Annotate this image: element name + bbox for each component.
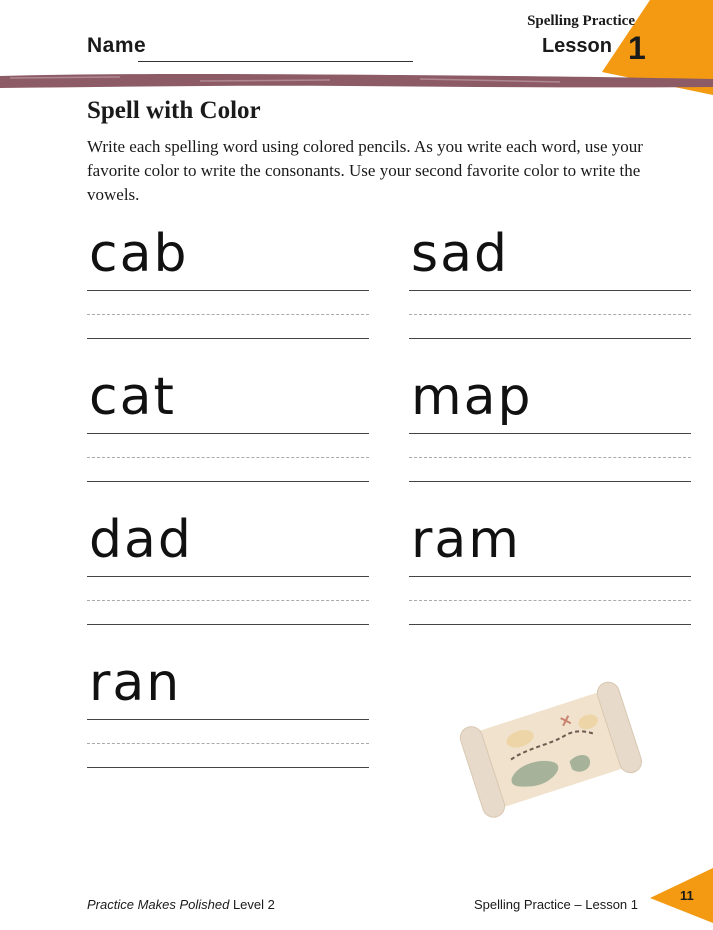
writing-line-top[interactable] (409, 433, 691, 434)
writing-line-base[interactable] (87, 767, 369, 768)
writing-line-midline (87, 314, 369, 315)
footer-book-title (87, 897, 275, 912)
writing-line-top[interactable] (409, 576, 691, 577)
writing-line-top[interactable] (87, 719, 369, 720)
treasure-map-icon (450, 675, 650, 825)
writing-line-midline (409, 457, 691, 458)
name-label: Name (87, 34, 147, 57)
spelling-word: ran (89, 653, 182, 713)
writing-line-base[interactable] (87, 338, 369, 339)
word-practice-block (409, 223, 691, 353)
word-practice-block (87, 223, 369, 353)
header-kicker: Spelling Practice (527, 13, 635, 29)
footer-lesson-label: Spelling Practice – Lesson 1 (473, 897, 638, 912)
spelling-word: cat (89, 367, 176, 427)
writing-line-top[interactable] (409, 290, 691, 291)
brush-stroke-divider (0, 70, 713, 92)
header-lesson-label: Lesson (541, 35, 612, 57)
writing-line-top[interactable] (87, 576, 369, 577)
instructions-text: Write each spelling word using colored pencils. As you write each word, use your favorite color to write the consonants. Use your second favorite color to write the vowels. (87, 137, 643, 204)
writing-line-base[interactable] (87, 481, 369, 482)
writing-line-midline (409, 314, 691, 315)
name-write-line[interactable] (138, 61, 413, 62)
writing-line-base[interactable] (87, 624, 369, 625)
header-lesson-number: 1 (628, 30, 646, 66)
page-number: 11 (680, 888, 694, 903)
footer-book-level: Level 2 (229, 897, 275, 912)
spelling-word: map (411, 367, 533, 427)
writing-line-top[interactable] (87, 290, 369, 291)
word-practice-block (87, 509, 369, 639)
spelling-word: dad (89, 510, 193, 570)
writing-line-midline (409, 600, 691, 601)
spelling-word: ram (411, 510, 521, 570)
writing-line-base[interactable] (409, 624, 691, 625)
writing-line-base[interactable] (409, 481, 691, 482)
writing-line-midline (87, 457, 369, 458)
word-practice-block (87, 366, 369, 496)
spelling-word: cab (89, 224, 189, 284)
spelling-word: sad (411, 224, 509, 284)
writing-line-midline (87, 743, 369, 744)
page-title: Spell with Color (87, 97, 261, 124)
writing-line-base[interactable] (409, 338, 691, 339)
writing-line-midline (87, 600, 369, 601)
word-practice-block (87, 652, 369, 782)
word-practice-block (409, 509, 691, 639)
word-practice-block (409, 366, 691, 496)
writing-line-top[interactable] (87, 433, 369, 434)
footer-book-title-italic: Practice Makes Polished (87, 897, 230, 912)
